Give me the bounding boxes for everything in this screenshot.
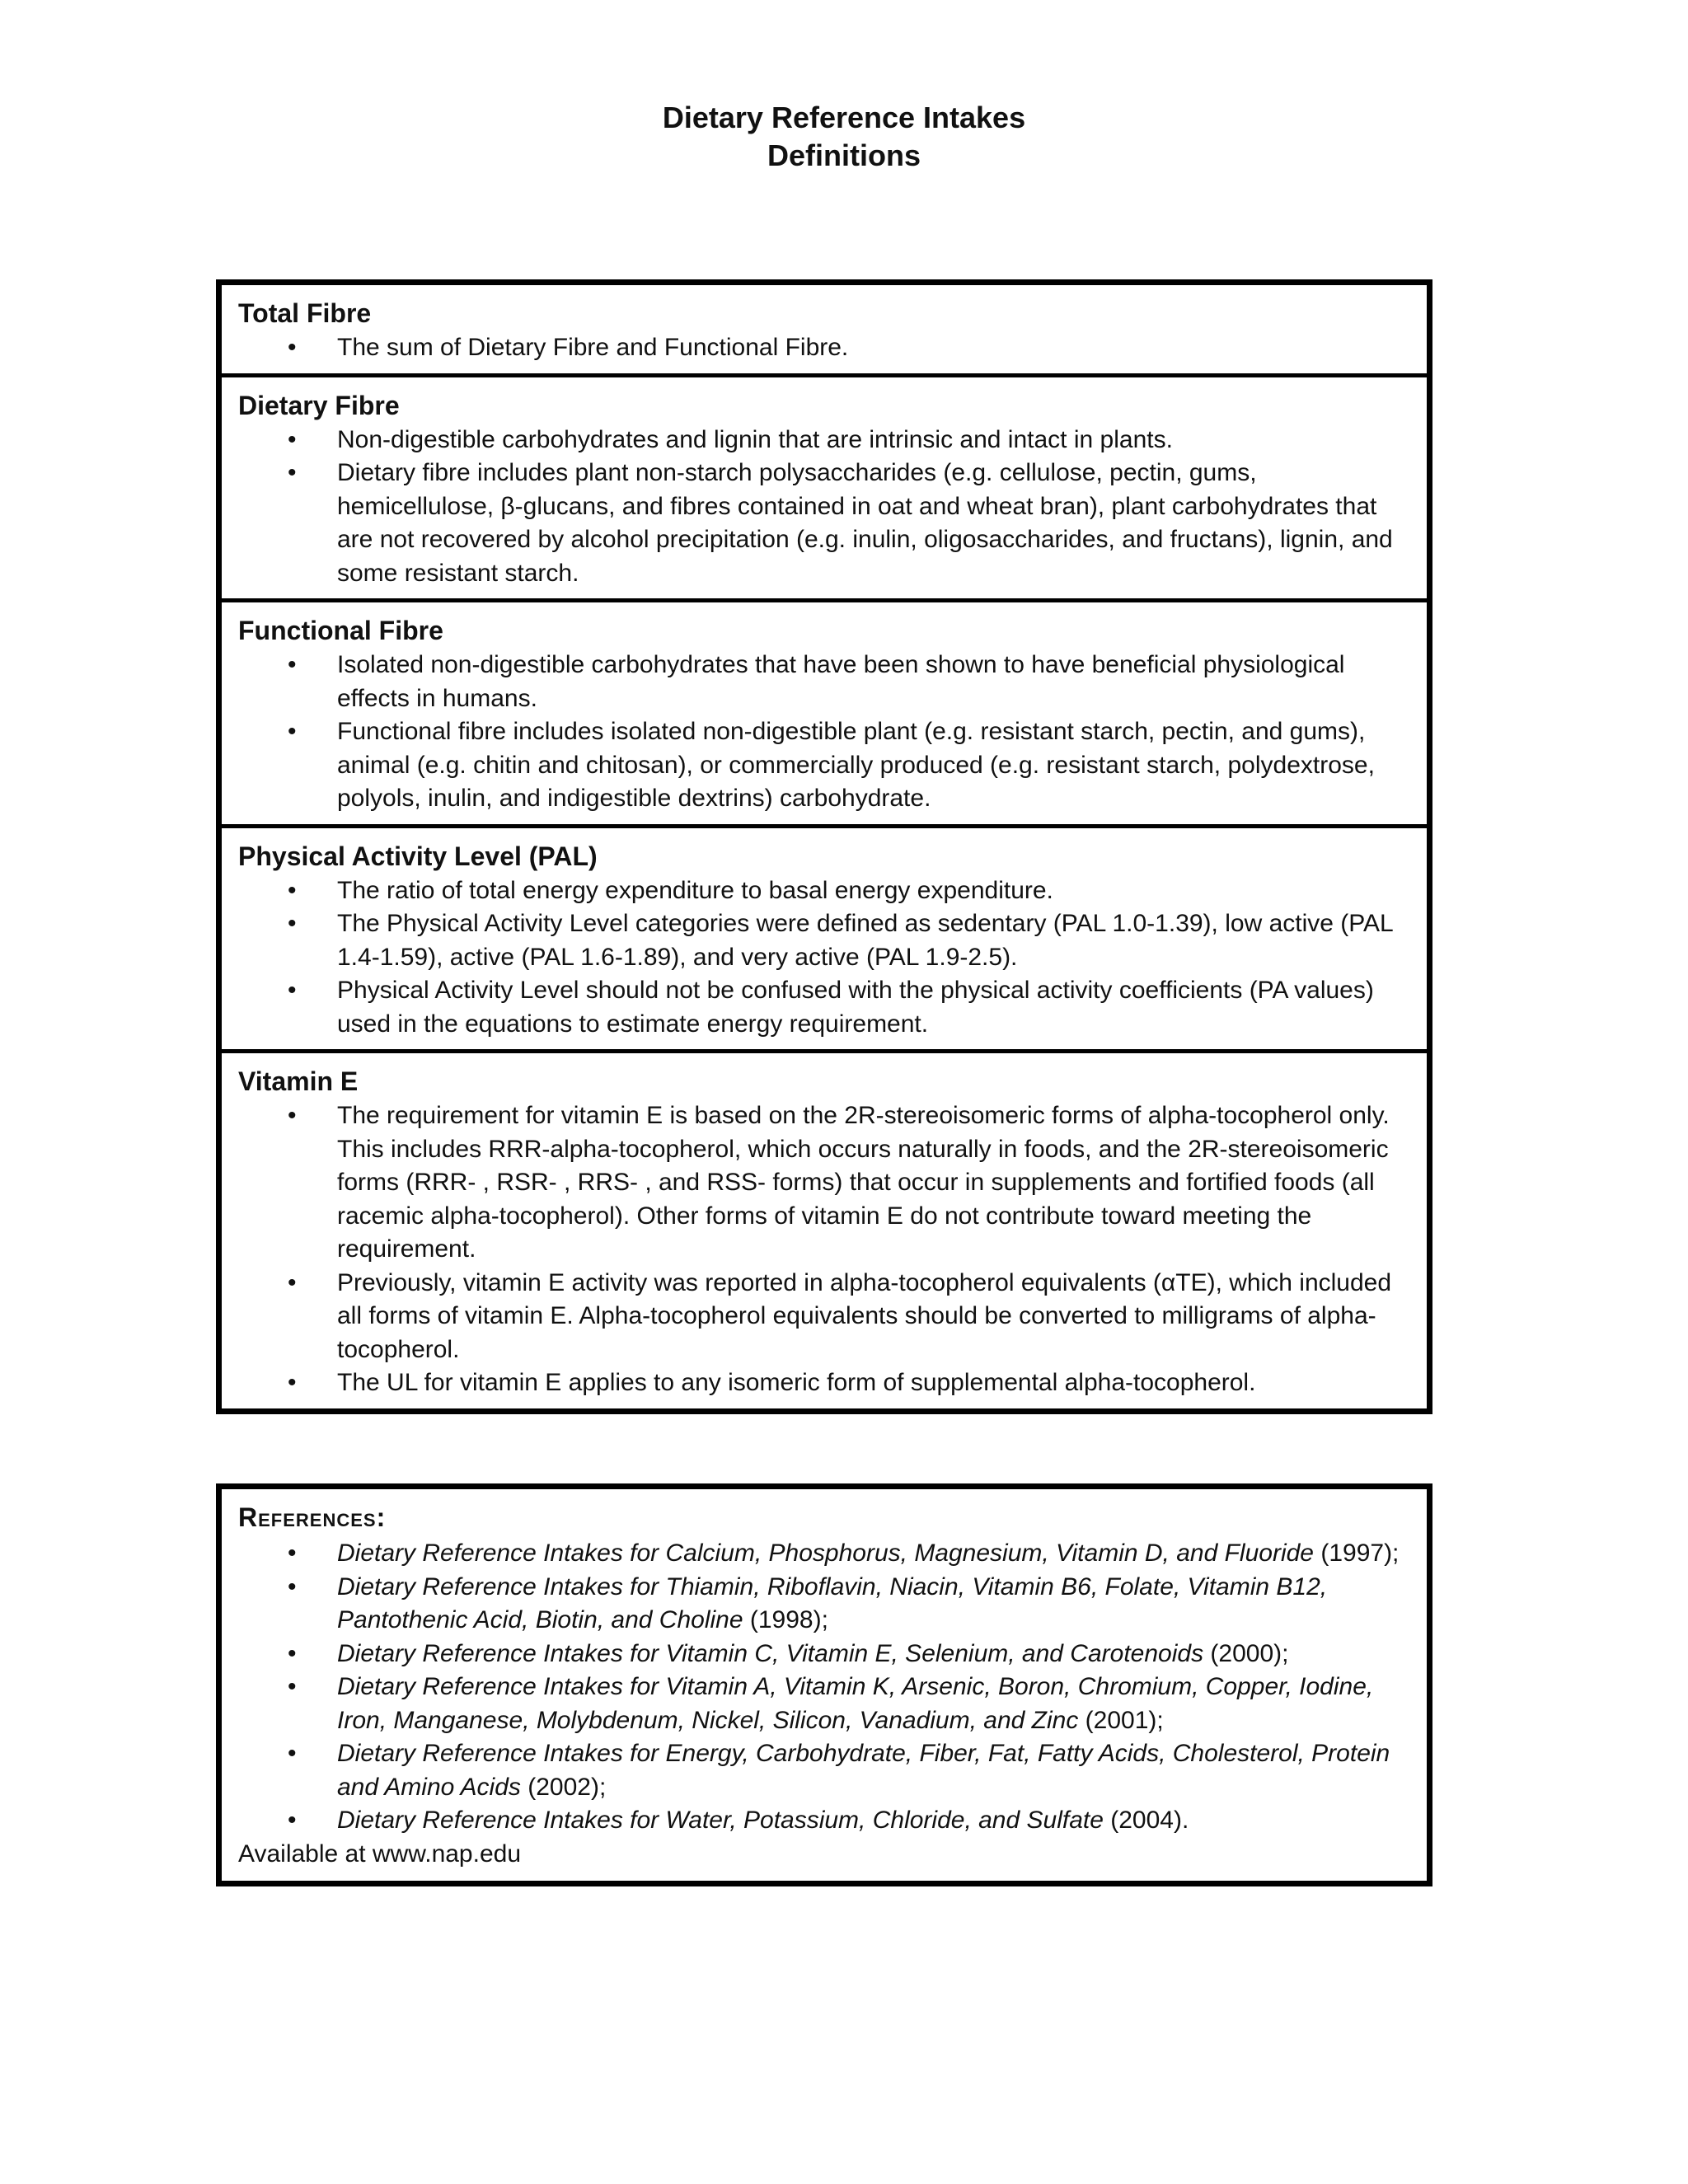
list-item — [238, 974, 1412, 1041]
bullet-icon: • — [288, 1673, 297, 1700]
bullet-icon: • — [288, 1740, 297, 1767]
section-total-fibre — [222, 285, 1427, 373]
list-item — [238, 424, 1412, 457]
document-title — [0, 99, 1688, 175]
bullet-list — [238, 1099, 1412, 1400]
section-heading: Vitamin E — [238, 1066, 359, 1096]
reference-year: (2000); — [1203, 1639, 1289, 1667]
bullet-icon: • — [288, 1102, 297, 1129]
item-text: Dietary fibre includes plant non-starch polysaccharides (e.g. cellulose, pectin, gums, hemicellulose, β-glucans, and fibres contained in oat and wheat bran), plant carbohydrates that are not recovered by alcohol precipitation (e.g. inulin, oligosaccharides, and fructans), lignin, and some resistant starch. — [337, 459, 1393, 587]
bullet-icon: • — [288, 1540, 297, 1567]
section-vitamin-e — [222, 1049, 1427, 1408]
list-item — [238, 874, 1412, 908]
reference-title: Dietary Reference Intakes for Vitamin C, Vitamin E, Selenium, and Carotenoids — [337, 1639, 1204, 1667]
bullet-icon: • — [288, 651, 297, 678]
reference-year: (1998); — [743, 1606, 828, 1633]
reference-item — [238, 1537, 1412, 1571]
list-item — [238, 457, 1412, 590]
bullet-list — [238, 424, 1412, 591]
reference-title: Dietary Reference Intakes for Vitamin A, Vitamin K, Arsenic, Boron, Chromium, Copper, Iodine, Iron, Manganese, Molybdenum, Nickel, Silicon, Vanadium, and Zinc — [337, 1673, 1374, 1734]
section-functional-fibre — [222, 598, 1427, 824]
references-heading: References: — [238, 1502, 387, 1532]
item-text: The requirement for vitamin E is based on the 2R-stereoisomeric forms of alpha-tocopherol only. This includes RRR-alpha-tocopherol, which occurs naturally in foods, and the 2R-stereoisomeric forms (RRR- , RSR- , RRS- , and RSS- forms) that occur in supplements and fortified foods (all racemic alpha-tocopherol). Other forms of vitamin E do not contribute toward meeting the requirement. — [337, 1102, 1390, 1263]
list-item — [238, 1267, 1412, 1367]
item-text: The UL for vitamin E applies to any isomeric form of supplemental alpha-tocopherol. — [337, 1369, 1256, 1396]
reference-year: (2004). — [1103, 1807, 1189, 1834]
reference-title: Dietary Reference Intakes for Water, Potassium, Chloride, and Sulfate — [337, 1807, 1104, 1834]
section-heading: Physical Activity Level (PAL) — [238, 841, 598, 871]
bullet-icon: • — [288, 876, 297, 904]
section-heading: Dietary Fibre — [238, 390, 400, 420]
section-heading: Total Fibre — [238, 298, 372, 328]
availability-note: Available at www.nap.edu — [238, 1840, 522, 1868]
list-item — [238, 715, 1412, 816]
reference-year: (1997); — [1314, 1540, 1400, 1567]
list-item — [238, 331, 1412, 365]
item-text: Isolated non-digestible carbohydrates that have been shown to have beneficial physiological effects in humans. — [337, 651, 1345, 712]
bullet-icon: • — [288, 1639, 297, 1667]
title-line-1: Dietary Reference Intakes — [662, 101, 1026, 134]
item-text: Physical Activity Level should not be confused with the physical activity coefficients (PA values) used in the equations to estimate energy requirement. — [337, 977, 1374, 1038]
item-text: Functional fibre includes isolated non-digestible plant (e.g. resistant starch, pectin, and gums), animal (e.g. chitin and chitosan), or commercially produced (e.g. resistant starch, polydextrose, polyols, inulin, and indigestible dextrins) carbohydrate. — [337, 718, 1375, 812]
bullet-icon: • — [288, 1268, 297, 1296]
definitions-box — [216, 279, 1432, 1414]
reference-year: (2002); — [520, 1773, 607, 1801]
bullet-icon: • — [288, 718, 297, 745]
references-box — [216, 1483, 1432, 1886]
item-text: The Physical Activity Level categories were defined as sedentary (PAL 1.0-1.39), low active (PAL 1.4-1.59), active (PAL 1.6-1.89), and very active (PAL 1.9-2.5). — [337, 910, 1393, 971]
bullet-icon: • — [288, 334, 297, 361]
bullet-list — [238, 649, 1412, 816]
bullet-icon: • — [288, 1807, 297, 1834]
section-heading: Functional Fibre — [238, 616, 443, 645]
item-text: Non-digestible carbohydrates and lignin that are intrinsic and intact in plants. — [337, 425, 1173, 453]
bullet-icon: • — [288, 459, 297, 486]
reference-item — [238, 1737, 1412, 1804]
bullet-icon: • — [288, 1369, 297, 1396]
item-text: The sum of Dietary Fibre and Functional Fibre. — [337, 334, 849, 361]
reference-item — [238, 1671, 1412, 1737]
list-item — [238, 1099, 1412, 1267]
reference-title: Dietary Reference Intakes for Thiamin, Riboflavin, Niacin, Vitamin B6, Folate, Vitamin B12, Pantothenic Acid, Biotin, and Choline — [337, 1572, 1328, 1633]
reference-item — [238, 1638, 1412, 1671]
list-item — [238, 907, 1412, 974]
reference-title: Dietary Reference Intakes for Calcium, Phosphorus, Magnesium, Vitamin D, and Fluoride — [337, 1540, 1314, 1567]
bullet-icon: • — [288, 977, 297, 1004]
item-text: Previously, vitamin E activity was reported in alpha-tocopherol equivalents (αTE), which included all forms of vitamin E. Alpha-tocopherol equivalents should be converted to milligrams of alpha-tocopherol. — [337, 1268, 1392, 1363]
bullet-icon: • — [288, 425, 297, 453]
reference-item — [238, 1804, 1412, 1838]
bullet-icon: • — [288, 910, 297, 937]
references-list — [238, 1537, 1412, 1838]
reference-item — [238, 1571, 1412, 1638]
section-dietary-fibre — [222, 373, 1427, 599]
bullet-icon: • — [288, 1572, 297, 1601]
list-item — [238, 649, 1412, 715]
reference-title: Dietary Reference Intakes for Energy, Carbohydrate, Fiber, Fat, Fatty Acids, Cholesterol, Protein and Amino Acids — [337, 1740, 1390, 1801]
reference-year: (2001); — [1078, 1706, 1164, 1734]
list-item — [238, 1366, 1412, 1400]
bullet-list — [238, 874, 1412, 1042]
title-line-2: Definitions — [767, 138, 921, 172]
item-text: The ratio of total energy expenditure to basal energy expenditure. — [337, 876, 1053, 904]
bullet-list — [238, 331, 1412, 365]
section-physical-activity-level — [222, 824, 1427, 1050]
